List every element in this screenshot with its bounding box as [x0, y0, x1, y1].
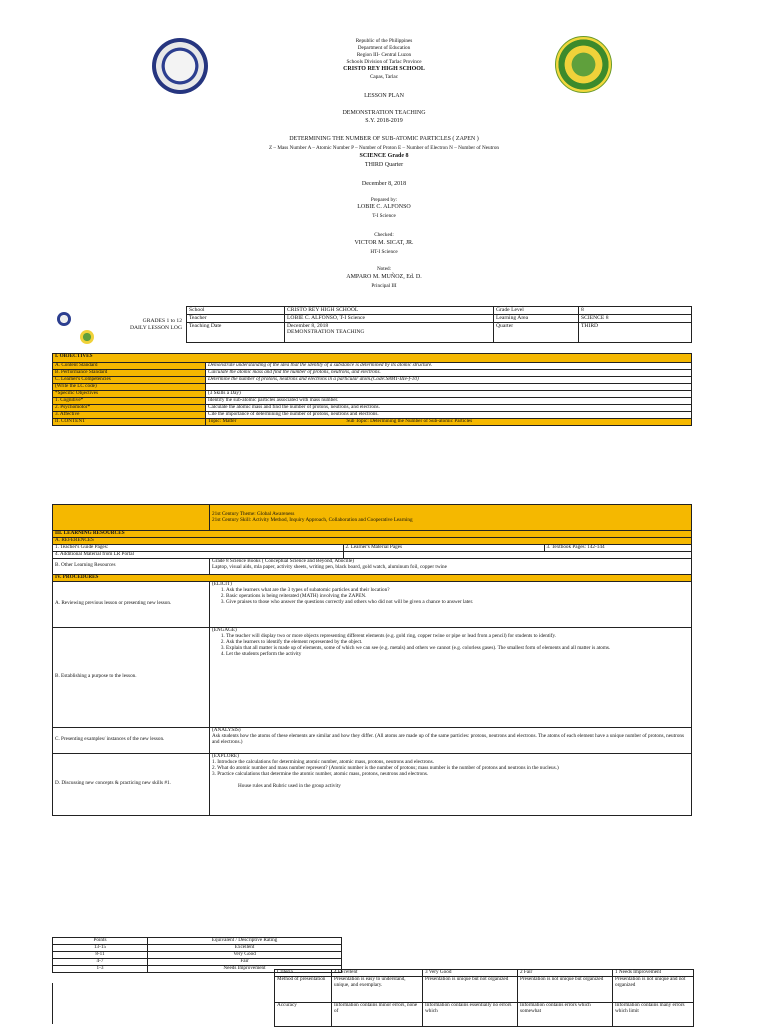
noted-label: Noted:	[376, 266, 392, 272]
procedures-heading: IV. PROCEDURES	[53, 574, 692, 581]
procedure-b-tag: (ENGAGE)	[212, 626, 237, 633]
obj-row-label: *Specific Objectives	[53, 390, 206, 397]
rubric-cell: Information contains many errors which limit	[613, 1002, 694, 1026]
additional-material-label: 4. Additional Material from LR Portal	[53, 551, 344, 558]
procedure-d-item: 2. What do atomic number and mass number represent? (Atomic number is the number of protons; mass number is the number of protons and neutrons in the nucleus.)	[212, 764, 559, 771]
procedure-b-item: 2. Ask the learners to identify the element represented by the object.	[226, 640, 689, 646]
rubric-cell: Information contains errors which somewhat	[518, 1002, 613, 1026]
rubric-criteria: Accuracy	[275, 1002, 332, 1026]
procedure-d-item: 3. Practice calculations that determine the atomic number, atomic mass, protons, neutrons and electrons.	[212, 770, 429, 777]
obj-row-label: B. Performance Standard	[53, 369, 206, 376]
learners-material-label: 2. Learner's Material Pages	[343, 544, 544, 551]
rating-header: Points	[53, 938, 148, 945]
prepared-name: LOBIE C. ALFONSO	[357, 204, 411, 210]
checked-title: HT-I Science	[370, 249, 398, 255]
obj-row-value: (3 Skills a Day)	[206, 390, 692, 397]
rating-points: 8-11	[53, 951, 148, 958]
rating-desc: Very Good	[148, 951, 342, 958]
obj-row-label: 1. Cognitive*	[53, 397, 206, 404]
department-text: Department of Education	[357, 45, 411, 51]
subject-text: SCIENCE Grade 8	[359, 153, 409, 159]
procedure-c-tag: (ANALYSIS)	[212, 726, 241, 733]
rubric-header: Criteria	[275, 970, 332, 977]
checked-name: VICTOR M. SICAT, JR.	[354, 240, 414, 246]
obj-row-value: Calculate the atomic mass and find the number of protons, neutrons, and electrons.	[206, 404, 692, 411]
procedure-a-tag: (ELICIT)	[212, 580, 232, 587]
procedure-b-label: B. Establishing a purpose to the lesson.	[53, 627, 210, 727]
cover-date: December 8, 2018	[361, 181, 407, 187]
teacher-value: LOBIE C. ALFONSO, T-I Science	[285, 315, 494, 323]
rubric-table	[274, 969, 694, 1027]
rating-scale-table	[52, 937, 342, 973]
prepared-title: T-I Science	[372, 213, 396, 219]
rubric-header: 1 Needs Improvement	[613, 970, 694, 977]
rating-points: 4-7	[53, 958, 148, 965]
lesson-plan-title: LESSON PLAN	[364, 93, 404, 99]
obj-row-value: Calculate the atomic mass and find the number of protons, neutrons, and electrons.	[206, 369, 692, 376]
rating-desc: Needs Improvement	[148, 965, 342, 972]
century-skill: 21st Century Skill: Activity Method, Inquiry Approach, Collaboration and Cooperative Learning	[212, 516, 413, 523]
obj-row-value	[206, 383, 692, 390]
teaching-date-value: December 8, 2018	[287, 323, 329, 329]
resources-heading: III. LEARNING RESOURCES	[53, 531, 692, 538]
obj-row-label: 2. Psychomotor*	[53, 404, 206, 411]
school-label: School	[187, 307, 285, 315]
procedure-d-item: 1. Introduce the calculations for determining atomic number, atomic mass, protons, neutrons and electrons.	[212, 758, 434, 765]
rating-desc: Fair	[148, 958, 342, 965]
region-text: Region III- Central Luzon	[356, 52, 412, 58]
procedure-a-item: 2. Basic operations is being reiterated (MATH) involving the ZAPEN.	[226, 594, 689, 600]
procedure-c-label: C. Presenting examples/ instances of the new lesson.	[53, 727, 210, 753]
zapen-legend: Z – Mass Number A – Atomic Number P – Number of Proton E – Number of Electron N – Number of Neutron	[268, 145, 500, 151]
textbook-label: 3. Textbook Pages: 142-144	[544, 544, 692, 551]
procedure-b-item: 1. The teacher will display two or more objects representing different elements (e.g. gold ring, copper twine or pipe or lead from a pencil) for students to identify.	[226, 634, 689, 640]
rubric-cell: Information contains essentially no errors which	[423, 1002, 518, 1026]
prepared-label: Prepared by:	[370, 197, 398, 203]
rating-points: 1-3	[53, 965, 148, 972]
teaching-date-event: DEMONSTRATION TEACHING	[287, 329, 365, 336]
procedure-d-note: House rules and Rubric used in the group activity	[238, 782, 341, 789]
other-resources-materials: Laptop, visual aids, mla paper, activity sheets, writing pen, black board, gold watch, aluminum foil, copper twine	[212, 563, 447, 570]
learning-area-label: Learning Area	[494, 315, 579, 323]
procedure-c-text: Ask students how the atoms of these elements are similar and how they differ. (All atoms are made up of the same particles: protons, neutrons and electrons. The atoms of each element have a unique number of protons, neutrons and electrons.)	[212, 732, 685, 745]
obj-row-value: Cite the importance of determining the number of protons, neutrons and electrons.	[206, 411, 692, 418]
noted-name: AMPARO M. MUÑOZ, Ed. D.	[346, 274, 422, 280]
division-text: Schools Division of Tarlac Province	[346, 59, 422, 65]
rubric-criteria: Method of presentation	[275, 976, 332, 1002]
procedure-a-item: 3. Give praises to those who answer the questions correctly and others who did not will be given a chance to answer later.	[226, 600, 689, 606]
objectives-table	[52, 353, 692, 426]
demo-teaching-title: DEMONSTRATION TEACHING	[342, 110, 426, 116]
obj-row-label: A. Content Standard	[53, 363, 206, 370]
grade-level-value: 8	[579, 307, 692, 315]
objectives-heading: I. OBJECTIVES	[53, 354, 692, 363]
school-name: CRISTO REY HIGH SCHOOL	[343, 66, 425, 72]
rating-header: Equivalent / Descriptive Rating	[148, 938, 342, 945]
rating-desc: Excellent	[148, 944, 342, 951]
procedures-table	[52, 504, 692, 816]
school-year: S.Y. 2018-2019	[365, 118, 403, 124]
republic-text: Republic of the Philippines	[355, 38, 413, 44]
obj-row-value: Identify the sub-atomic particles associated with mass number.	[206, 397, 692, 404]
obj-row-label: C. Learner's Competencies	[53, 376, 206, 383]
quarter-text: THIRD Quarter	[364, 162, 404, 168]
town-text: Capas, Tarlac	[369, 74, 399, 80]
procedure-d-tag: (EXPLORE)	[212, 752, 239, 759]
grade-level-label: Grade Level	[494, 307, 579, 315]
dll-header-table	[52, 306, 692, 343]
rubric-header: 3 Very Good	[423, 970, 518, 977]
procedure-b-item: 3. Explain that all matter is made up of elements, some of which we can see (e.g. metals) and others we cannot (e.g. colorless gases). The smallest form of elements and all matter is atoms.	[226, 646, 689, 652]
content-topic: Topic: Matter	[208, 417, 237, 424]
rubric-cell: Presentation is not unique but organized	[518, 976, 613, 1002]
quarter-label: Quarter	[494, 323, 579, 343]
references-label: A. REFERENCES	[53, 537, 692, 544]
content-subtopic: Sub Topic: Determining the Number of Sub-atomic Particles	[346, 417, 473, 424]
century-theme: 21st Century Theme: Global Awareness	[212, 510, 295, 517]
obj-row-value: Demonstrate understanding of the idea that the identity of a substance is determined by its atomic structure.	[206, 363, 692, 370]
school-value: CRISTO REY HIGH SCHOOL	[285, 307, 494, 315]
other-resources-label: B. Other Learning Resources	[53, 558, 210, 574]
topic-title: DETERMINING THE NUMBER OF SUB-ATOMIC PARTICLES ( ZAPEN )	[289, 136, 479, 142]
rubric-header: 4 Excellent	[332, 970, 423, 977]
checked-label: Checked:	[374, 232, 394, 238]
rubric-header: 2 Fair	[518, 970, 613, 977]
teacher-label: Teacher	[187, 315, 285, 323]
rubric-margin-box	[52, 983, 275, 1024]
obj-row-value: Determine the number of protons, neutrons and electrons in a particular atom.(Code:S8MT-IIIe-f-10)	[206, 376, 692, 383]
obj-row-label: (Write the LC code)	[53, 383, 206, 390]
procedure-a-item: 1. Ask the learners what are the 3 types of subatomic particles and their location?	[226, 588, 689, 594]
learning-area-value: SCIENCE 8	[579, 315, 692, 323]
rubric-cell: Presentation is easy to understand, unique, and exemplary.	[332, 976, 423, 1002]
teachers-guide-label: 1. Teacher's Guide Pages:	[53, 544, 344, 551]
procedure-b-item: 4. Let the students perform the activity	[226, 652, 689, 658]
rubric-cell: Presentation is unique but not organized	[423, 976, 518, 1002]
grades-text: GRADES 1 to 12	[142, 318, 182, 325]
procedure-d-label: D. Discussing new concepts & practicing new skills #1.	[53, 753, 210, 815]
content-label: II. CONTENT	[53, 418, 206, 425]
teaching-date-label: Teaching Date	[187, 323, 285, 343]
noted-title: Principal III	[371, 283, 397, 289]
rubric-cell: Information contains minor errors, none of	[332, 1002, 423, 1026]
quarter-value: THIRD	[579, 323, 692, 343]
rating-points: 13-15	[53, 944, 148, 951]
other-resources-books: Grade 8 Science Books ( Conceptual Science and Beyond, Abocille)	[212, 557, 355, 564]
daily-lesson-log-text: DAILY LESSON LOG	[129, 324, 182, 331]
obj-row-label: 3. Affective	[53, 411, 206, 418]
rubric-cell: Presentation is not unique and not organized	[613, 976, 694, 1002]
procedure-a-label: A. Reviewing previous lesson or presenting new lesson.	[53, 581, 210, 627]
